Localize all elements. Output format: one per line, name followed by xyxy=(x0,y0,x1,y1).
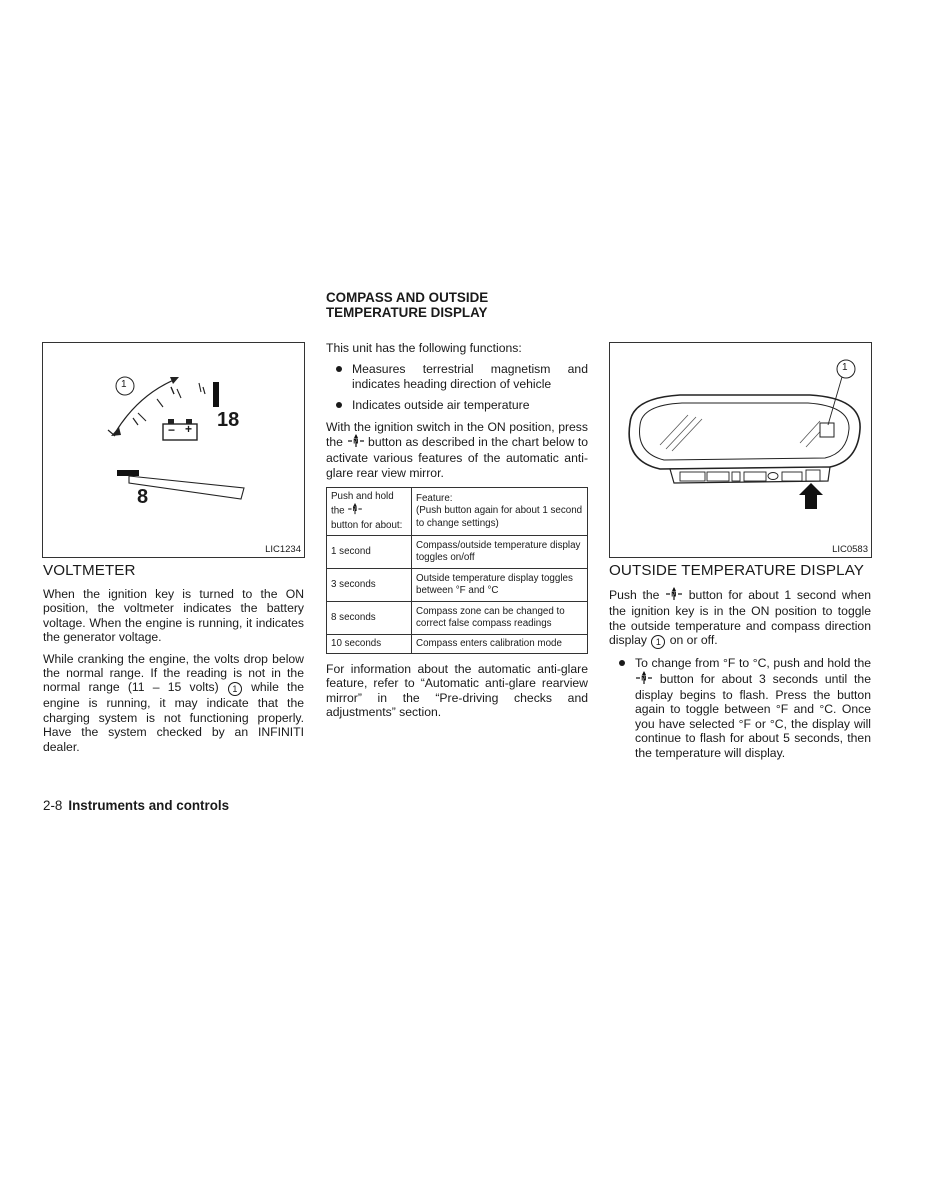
figure-code: LIC0583 xyxy=(832,544,868,555)
table-row xyxy=(327,601,588,634)
compass-button-icon xyxy=(635,671,653,688)
figure-code: LIC1234 xyxy=(265,544,301,555)
battery-plus-symbol: + xyxy=(185,422,193,436)
table-header-row xyxy=(327,488,588,536)
list-item: Indicates outside air temperature xyxy=(326,398,588,412)
compass-after-paragraph: For information about the automatic anti-glare feature, refer to “Automatic anti-glare rearview mirror” in the “Pre-driving checks and adjustments” section. xyxy=(326,662,588,720)
table-header-cell: Feature: (Push button again for about 1 second to change settings) xyxy=(412,488,588,536)
voltmeter-paragraph-1: When the ignition key is turned to the ON position, the voltmeter indicates the battery voltage. When the engine is running, it indicates the generator voltage. xyxy=(43,587,304,645)
battery-minus-symbol: − xyxy=(168,423,176,437)
page-footer xyxy=(43,798,229,813)
mirror-figure xyxy=(609,342,872,558)
list-item: To change from °F to °C, push and hold the N button for about 3 seconds until the display begins to flash. Press the button again to toggle between °F and °C. Once you have selected °F or °C, the display will continue to flash for about 5 seconds, then the temperature will display. xyxy=(609,656,871,760)
outside-temp-paragraph: Push the N button for about 1 second when the ignition key is in the ON position to toggle the outside temperature and compass direction display 1 on or off. xyxy=(609,587,872,648)
pointer-arrow xyxy=(799,483,823,509)
voltmeter-section xyxy=(43,562,304,754)
table-row xyxy=(327,634,588,653)
compass-section xyxy=(326,290,588,720)
table-cell: Compass enters calibration mode xyxy=(412,634,588,653)
table-cell: 3 seconds xyxy=(327,568,412,601)
table-header-cell: Push and hold the N button for about: xyxy=(327,488,412,536)
svg-text:N: N xyxy=(671,591,677,599)
table-cell: 10 seconds xyxy=(327,634,412,653)
rearview-mirror-illustration xyxy=(610,343,871,557)
gauge-high-label: 18 xyxy=(217,409,240,431)
callout-marker: 1 xyxy=(651,635,665,649)
compass-feature-table xyxy=(326,487,588,654)
voltmeter-paragraph-2: While cranking the engine, the volts drop below the normal range. If the reading is not in the normal range (11 – 15 volts) 1 while the engine is running, it may indicate that the charging system is not functioning properly. Have the system checked by an INFINITI dealer. xyxy=(43,651,305,754)
table-cell: Compass/outside temperature display toggles on/off xyxy=(412,535,588,568)
compass-button-icon xyxy=(347,503,363,519)
table-cell: Compass zone can be changed to correct false compass readings xyxy=(412,601,588,634)
table-cell: 1 second xyxy=(327,535,412,568)
outside-temp-section xyxy=(609,562,871,760)
section-title: Instruments and controls xyxy=(68,798,230,813)
table-cell: 8 seconds xyxy=(327,601,412,634)
callout-marker: 1 xyxy=(228,682,242,696)
callout-number: 1 xyxy=(121,379,127,390)
compass-button-icon xyxy=(665,587,683,604)
svg-text:N: N xyxy=(352,438,358,446)
voltmeter-gauge-illustration xyxy=(43,343,304,557)
outside-temp-heading: OUTSIDE TEMPERATURE DISPLAY xyxy=(609,562,865,579)
table-cell: Outside temperature display toggles between °F and °C xyxy=(412,568,588,601)
voltmeter-heading: VOLTMETER xyxy=(43,562,136,579)
callout-number: 1 xyxy=(842,362,848,373)
svg-text:N: N xyxy=(641,675,647,683)
outside-temp-list xyxy=(609,656,871,760)
svg-text:N: N xyxy=(353,507,358,514)
table-row xyxy=(327,568,588,601)
gauge-low-label: 8 xyxy=(137,486,149,508)
table-row xyxy=(327,535,588,568)
page-number: 2-8 xyxy=(43,798,63,813)
compass-button-icon xyxy=(347,434,365,451)
compass-function-list xyxy=(326,362,588,412)
compass-heading: COMPASS AND OUTSIDE TEMPERATURE DISPLAY xyxy=(326,290,489,320)
list-item: Measures terrestrial magnetism and indicates heading direction of vehicle xyxy=(326,362,588,391)
voltmeter-figure xyxy=(42,342,305,558)
compass-intro: This unit has the following functions: xyxy=(326,341,522,355)
compass-press-paragraph: With the ignition switch in the ON position, press the N button as described in the chart below to activate various features of the automatic anti-glare rear view mirror. xyxy=(326,419,588,480)
